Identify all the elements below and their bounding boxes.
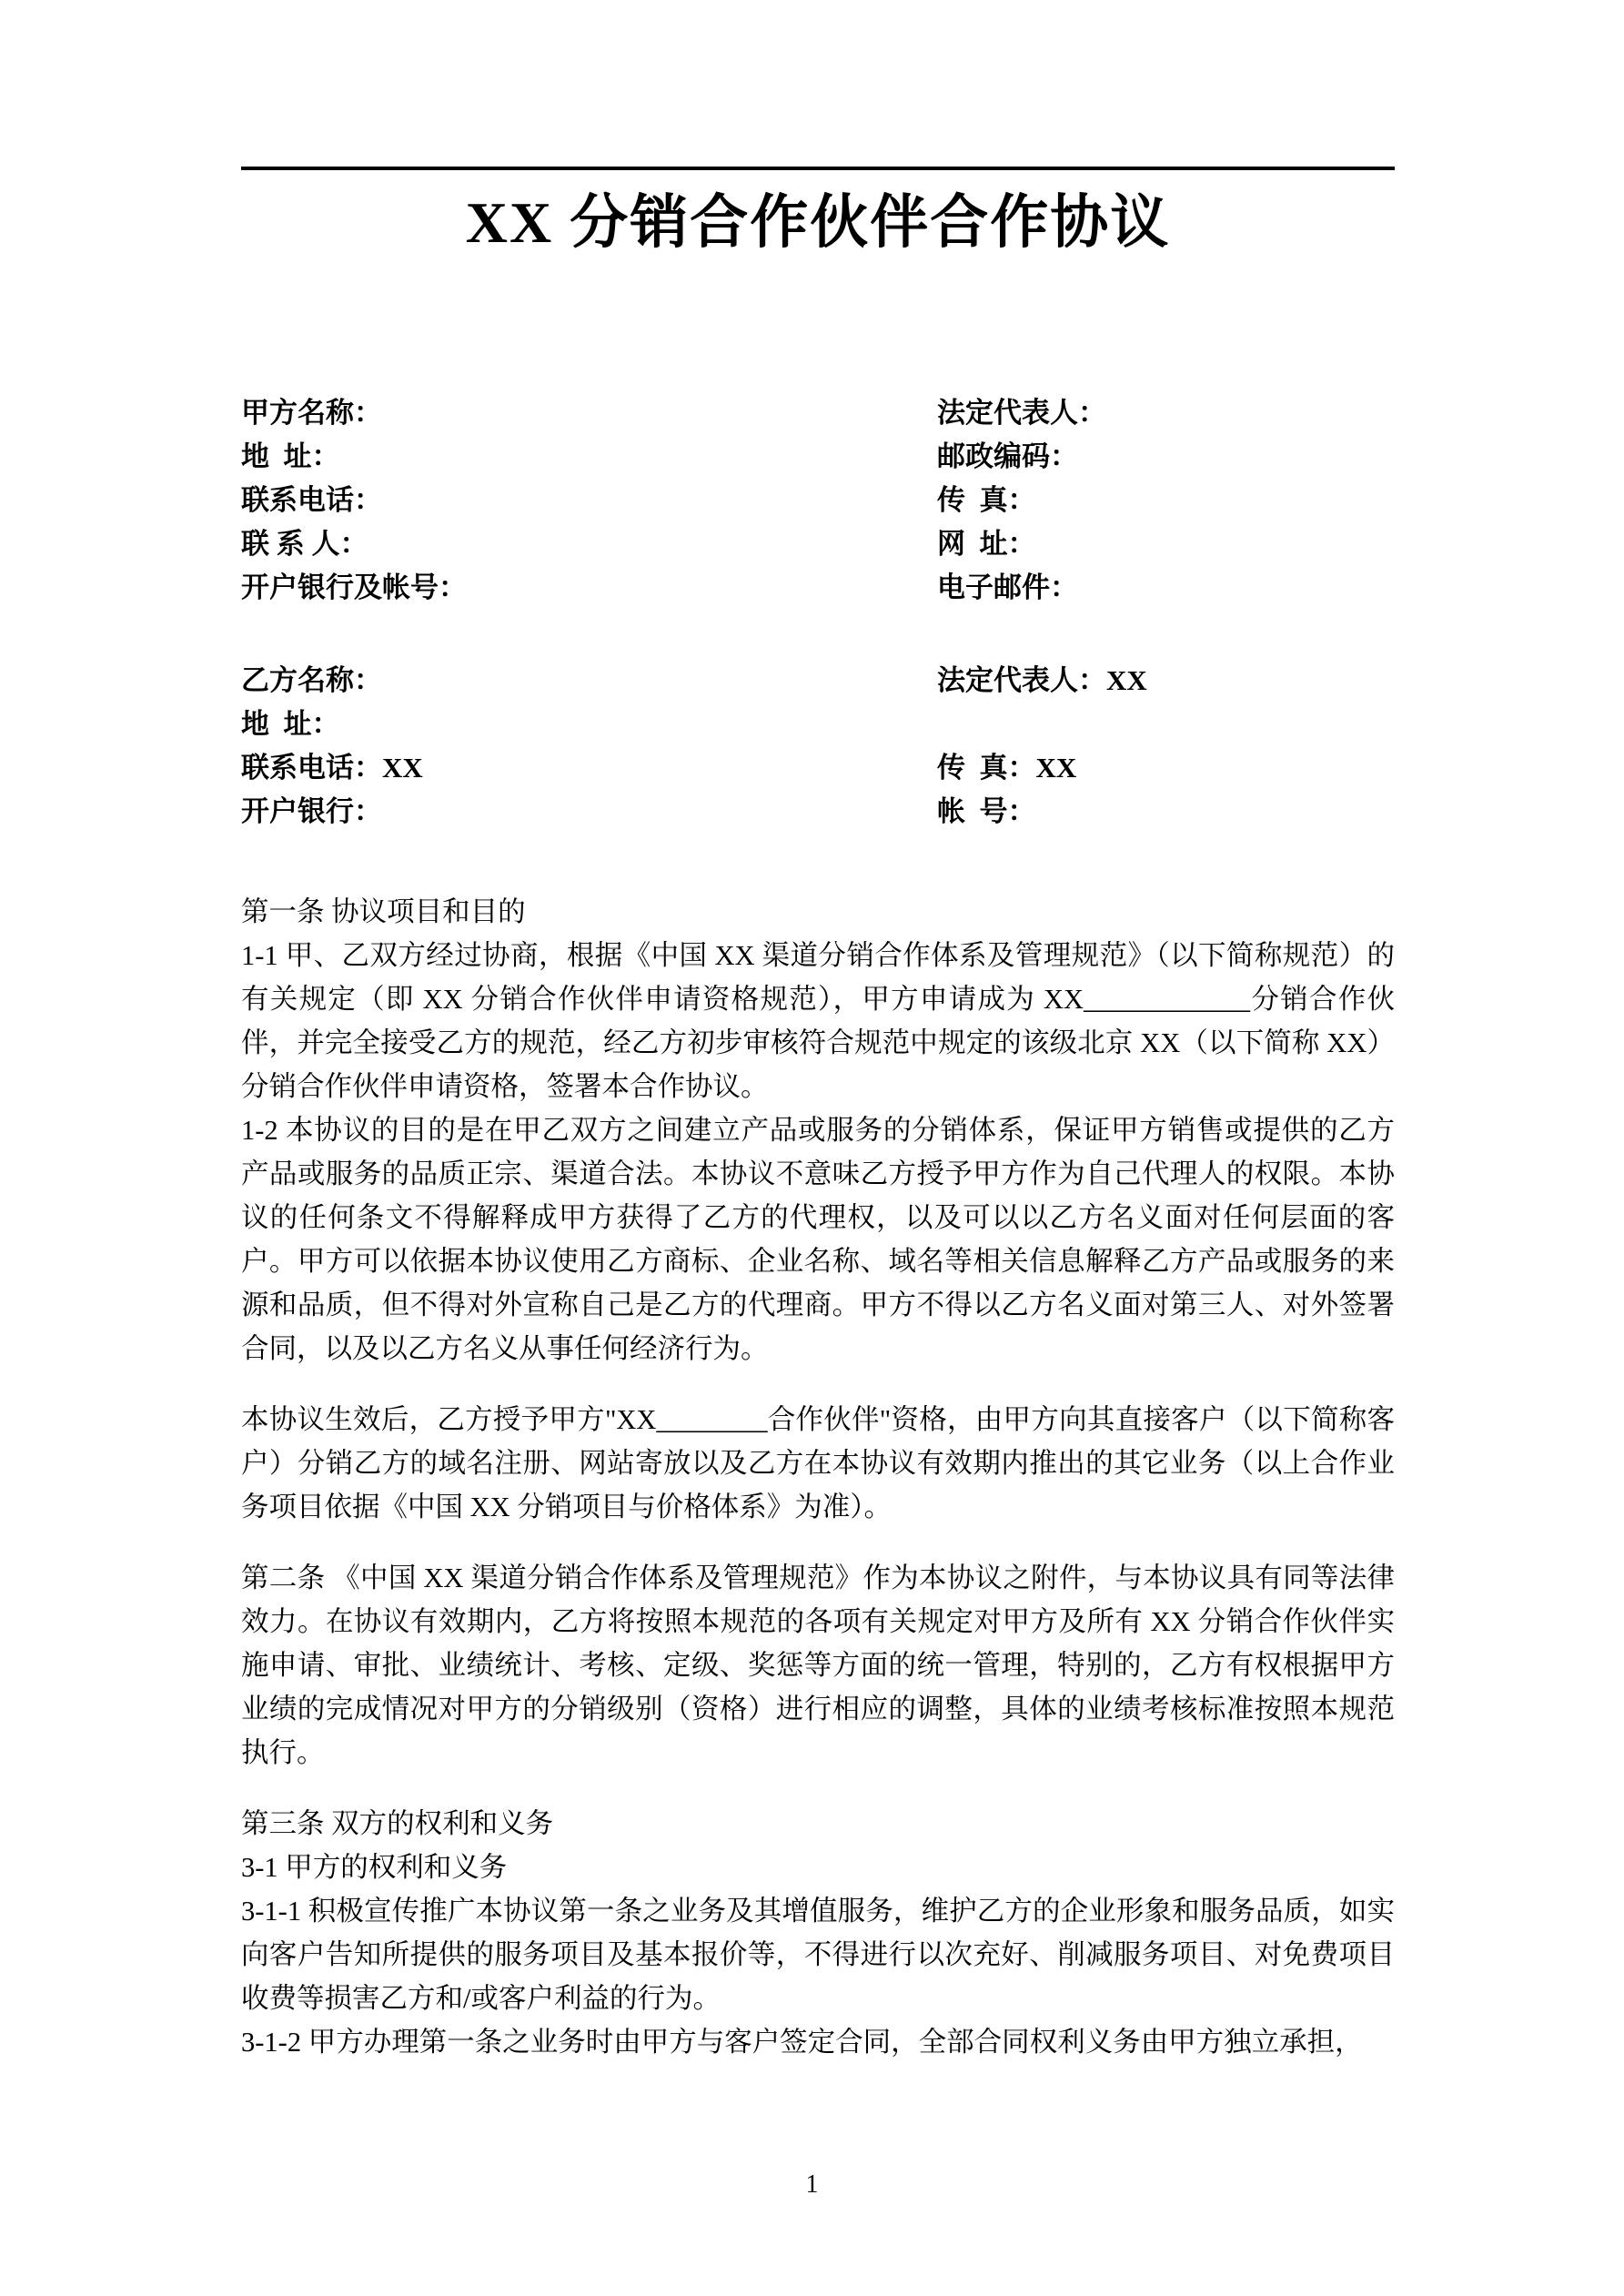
party-b-name-label: 乙方名称： — [241, 663, 382, 696]
clause-3-1-heading: 3-1 甲方的权利和义务 — [241, 1851, 508, 1883]
info-row — [241, 479, 1395, 522]
party-b-empty-cell — [937, 703, 1395, 746]
grant-paragraph: 本协议生效后，乙方授予甲方"XX________合作伙伴"资格，由甲方向其直接客户（以下简称客户）分销乙方的域名注册、网站寄放以及乙方在本协议有效期内推出的其它业务（以上合作业务项目依据《中国 XX 分销项目与价格体系》为准）。 — [241, 1403, 1395, 1522]
party-a-fax-label: 传 真： — [937, 483, 1036, 516]
info-row — [241, 659, 1395, 703]
info-row — [241, 435, 1395, 479]
party-a-website-label: 网 址： — [937, 527, 1036, 560]
clause-1-heading: 第一条 协议项目和目的 — [241, 895, 526, 927]
party-b-fax-value: 传 真：XX — [937, 751, 1077, 784]
party-a-phone-label: 联系电话： — [241, 483, 382, 516]
document-content — [241, 0, 1395, 2064]
party-b-info-block — [241, 659, 1395, 834]
party-a-name-label: 甲方名称： — [241, 396, 382, 429]
party-a-info-block — [241, 391, 1395, 610]
party-b-account-label: 帐 号： — [937, 794, 1036, 827]
clause-3-1-1-paragraph: 3-1-1 积极宣传推广本协议第一条之业务及其增值服务，维护乙方的企业形象和服务品质，如实向客户告知所提供的服务项目及基本报价等，不得进行以次充好、削减服务项目、对免费项目收费等损害乙方和/或客户利益的行为。 — [241, 1895, 1395, 2014]
clause-1-2-paragraph: 1-2 本协议的目的是在甲乙双方之间建立产品或服务的分销体系，保证甲方销售或提供的乙方产品或服务的品质正宗、渠道合法。本协议不意味乙方授予甲方作为自己代理人的权限。本协议的任何条文不得解释成甲方获得了乙方的代理权，以及可以以乙方名义面对任何层面的客户。甲方可以依据本协议使用乙方商标、企业名称、域名等相关信息解释乙方产品或服务的来源和品质，但不得对外宣称自己是乙方的代理商。甲方不得以乙方名义面对第三人、对外签署合同，以及以乙方名义从事任何经济行为。 — [241, 1114, 1395, 1364]
clause-3-heading: 第三条 双方的权利和义务 — [241, 1807, 554, 1839]
document-title: XX 分销合作伙伴合作协议 — [465, 190, 1171, 255]
party-a-email-label: 电子邮件： — [937, 571, 1078, 603]
party-b-legal-rep-value: 法定代表人：XX — [937, 663, 1147, 696]
party-a-address-label: 地 址： — [241, 440, 340, 472]
party-a-legal-rep-label: 法定代表人： — [937, 396, 1106, 429]
info-row — [241, 703, 1395, 746]
contract-body — [241, 890, 1395, 2064]
party-b-bank-label: 开户银行： — [241, 794, 382, 827]
clause-1-1-paragraph: 1-1 甲、乙双方经过协商，根据《中国 XX 渠道分销合作体系及管理规范》（以下简称规范）的有关规定（即 XX 分销合作伙伴申请资格规范），甲方申请成为 XX____________分销合作伙伴，并完全接受乙方的规范，经乙方初步审核符合规范中规定的该级北京 XX（以下简称 XX）分销合作伙伴申请资格，签署本合作协议。 — [241, 939, 1395, 1102]
info-row — [241, 391, 1395, 435]
clause-3-1-2-paragraph: 3-1-2 甲方办理第一条之业务时由甲方与客户签定合同，全部合同权利义务由甲方独立承担， — [241, 2026, 1363, 2058]
party-b-phone-value: 联系电话：XX — [241, 751, 423, 784]
party-a-bank-account-label: 开户银行及帐号： — [241, 571, 467, 603]
info-row — [241, 522, 1395, 566]
info-row — [241, 790, 1395, 834]
info-row — [241, 746, 1395, 790]
party-a-postcode-label: 邮政编码： — [937, 440, 1078, 472]
info-row — [241, 566, 1395, 610]
title-rule — [241, 167, 1395, 170]
page-number: 1 — [805, 2170, 819, 2199]
party-b-address-label: 地 址： — [241, 707, 340, 740]
clause-2-paragraph: 第二条 《中国 XX 渠道分销合作体系及管理规范》作为本协议之附件，与本协议具有同等法律效力。在协议有效期内，乙方将按照本规范的各项有关规定对甲方及所有 XX 分销合作伙伴实施申请、审批、业绩统计、考核、定级、奖惩等方面的统一管理，特别的，乙方有权根据甲方业绩的完成情况对甲方的分销级别（资格）进行相应的调整，具体的业绩考核标准按照本规范执行。 — [241, 1562, 1395, 1768]
party-a-contact-label: 联 系 人： — [241, 527, 368, 560]
